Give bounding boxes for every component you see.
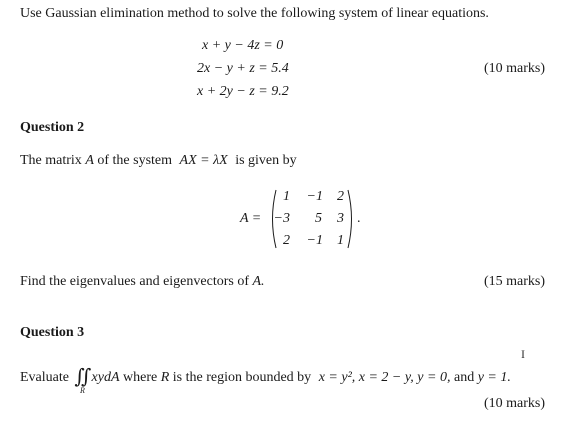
matrix-cell-3-2: −1 — [306, 233, 323, 248]
matrix-cell-3-3: 1 — [337, 233, 344, 248]
q1-marks: (10 marks) — [484, 61, 546, 76]
equation-2: 2x − y + z = 5.4 — [197, 61, 289, 76]
q2-task-var: A. — [252, 274, 265, 289]
matrix-a — [268, 188, 356, 250]
q3-bounds: x = y², x = 2 − y, y = 0, — [318, 370, 451, 385]
matrix-cell-2-2: 5 — [315, 211, 322, 226]
q2-intro-eq: AX = λX — [179, 153, 228, 168]
q3-prompt — [20, 362, 511, 387]
matrix-cell-1-3: 2 — [337, 189, 344, 204]
q2-marks: (15 marks) — [484, 274, 546, 289]
integral-region-subscript: R — [80, 386, 85, 395]
matrix-cell-1-2: −1 — [306, 189, 323, 204]
q3-heading: Question 3 — [20, 325, 85, 340]
matrix-cell-1-1: 1 — [283, 189, 290, 204]
equation-1: x + y − 4z = 0 — [202, 38, 284, 53]
q2-intro-suffix: is given by — [235, 153, 297, 168]
q2-task — [20, 274, 265, 290]
q1-intro: Use Gaussian elimination method to solve the following system of linear equations. — [20, 6, 489, 21]
q2-heading: Question 2 — [20, 120, 85, 135]
matrix-cell-2-1: −3 — [273, 211, 290, 226]
q3-mid: where — [123, 370, 158, 385]
equation-3: x + 2y − z = 9.2 — [197, 84, 289, 99]
q3-integrand: xydA — [91, 370, 120, 385]
q2-intro-prefix: The matrix — [20, 153, 82, 168]
q3-mid2: is the region bounded by — [172, 370, 312, 385]
q3-last: y = 1. — [477, 370, 511, 385]
q3-marks: (10 marks) — [484, 396, 546, 411]
matrix-label: A = — [240, 211, 262, 226]
text-cursor-icon: I — [521, 347, 525, 361]
q3-prefix: Evaluate — [20, 370, 69, 385]
double-integral: ∬ — [74, 366, 92, 388]
matrix-period: . — [357, 211, 361, 226]
matrix-cell-3-1: 2 — [283, 233, 290, 248]
q2-intro — [20, 153, 297, 169]
q2-task-text: Find the eigenvalues and eigenvectors of — [20, 274, 249, 289]
q3-and: and — [453, 370, 475, 385]
q2-intro-mid: of the system — [97, 153, 173, 168]
q3-region: R — [160, 370, 170, 385]
matrix-cell-2-3: 3 — [337, 211, 344, 226]
q2-intro-var: A — [85, 153, 94, 168]
